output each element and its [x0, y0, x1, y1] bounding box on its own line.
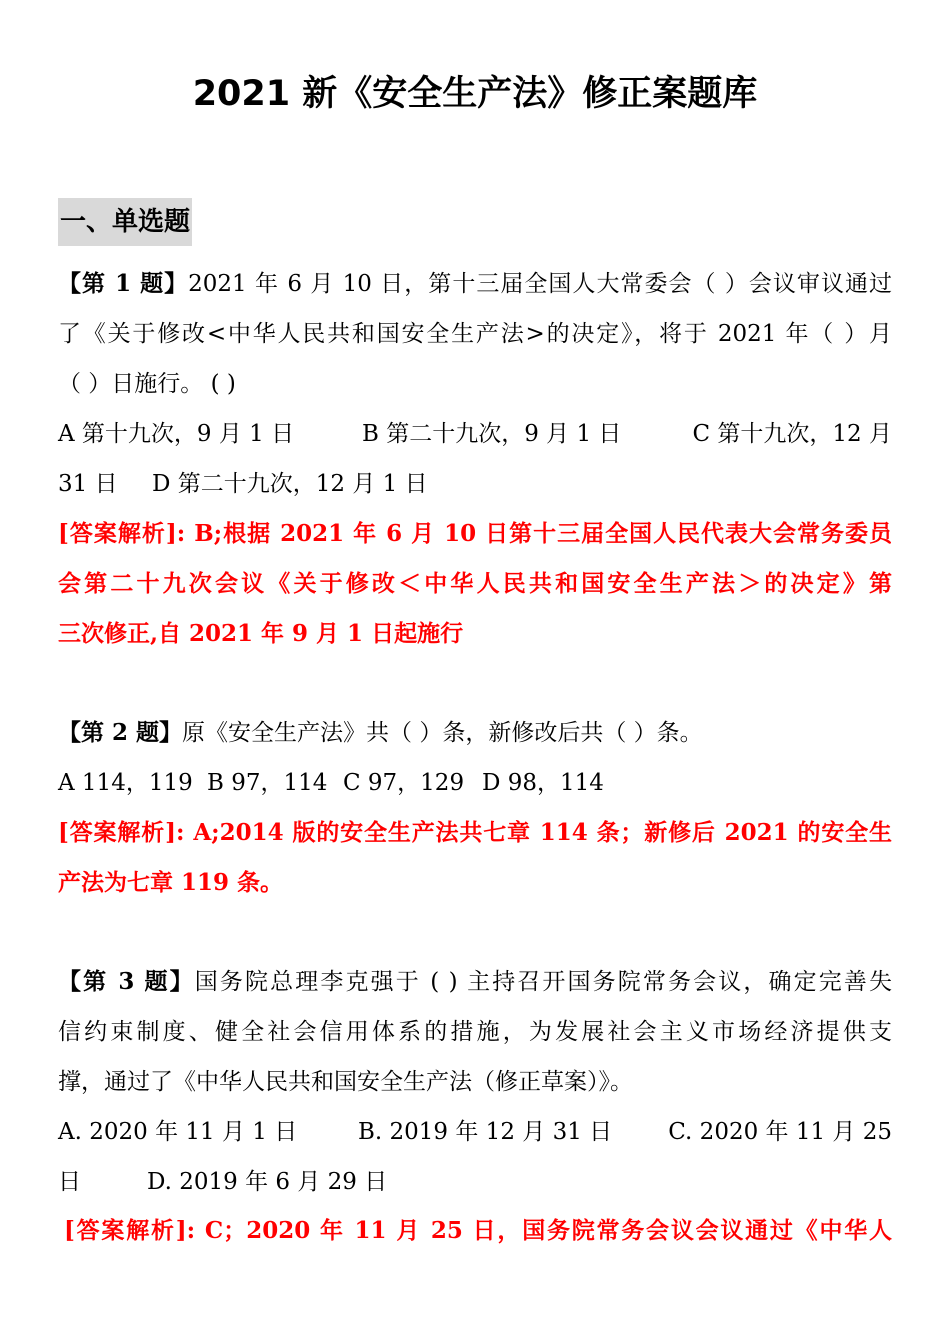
question-2-option-a: A 114，119 [58, 770, 193, 796]
answer-label: [答案解析]: [58, 819, 185, 846]
question-3-stem-1: 国务院总理李克强于 ( ) 主持召开国务院常务会议，确定完善失 [194, 969, 892, 995]
question-2-option-b: B 97，114 [207, 770, 328, 796]
document-title: 2021 新《安全生产法》修正案题库 [192, 74, 758, 114]
question-1-option-c-cont: 31 日 [58, 471, 118, 497]
question-3-option-b: B. 2019 年 12 月 31 日 [358, 1119, 613, 1145]
question-1-option-c: C 第十九次，12 月 [692, 421, 892, 447]
answer-label: [答案解析]: [64, 1217, 196, 1244]
question-3-answer-1 [64, 1206, 892, 1256]
question-1-answer-text-1: B;根据 2021 年 6 月 10 日第十三届全国人民代表大会常务委员 [194, 520, 892, 547]
question-1-answer-1 [58, 509, 892, 559]
question-1-option-b: B 第二十九次，9 月 1 日 [362, 421, 622, 447]
question-3-label: 【第 3 题】 [58, 968, 195, 995]
question-1-line-1 [58, 259, 892, 309]
question-3-stem-3: 撑，通过了《中华人民共和国安全生产法（修正草案）》。 [58, 1069, 633, 1095]
question-3-option-c: C. 2020 年 11 月 25 [668, 1119, 892, 1145]
question-2-answer-1 [58, 808, 892, 858]
question-3-option-d: D. 2019 年 6 月 29 日 [147, 1169, 388, 1195]
question-3-answer-text-1: C；2020 年 11 月 25 日，国务院常务会议会议通过《中华人 [204, 1217, 892, 1244]
question-1-stem-3: （ ）日施行。 ( ) [58, 371, 236, 397]
question-2-option-d: D 98，114 [482, 770, 604, 796]
question-1-stem-1: 2021 年 6 月 10 日，第十三届全国人大常委会（ ）会议审议通过 [188, 271, 892, 297]
question-2-label: 【第 2 题】 [58, 719, 183, 746]
question-2-stem-1: 原《安全生产法》共（ ）条，新修改后共（ ）条。 [182, 720, 703, 746]
question-3-stem-2: 信约束制度、健全社会信用体系的措施，为发展社会主义市场经济提供支 [58, 1019, 892, 1045]
question-1-answer-3: 三次修正,自 2021 年 9 月 1 日起施行 [58, 620, 464, 647]
question-1-option-d: D 第二十九次，12 月 1 日 [152, 471, 428, 497]
question-1-answer-2: 会第二十九次会议《关于修改＜中华人民共和国安全生产法＞的决定》第 [58, 570, 892, 597]
question-1-stem-2: 了《关于修改<中华人民共和国安全生产法>的决定》，将于 2021 年（ ）月 [58, 321, 892, 347]
question-2-answer-text-1: A;2014 版的安全生产法共七章 114 条；新修后 2021 的安全生 [193, 819, 892, 846]
section-heading: 一、单选题 [58, 198, 192, 246]
question-1-option-a: A 第十九次，9 月 1 日 [58, 421, 295, 447]
question-2-option-c: C 97，129 [343, 770, 465, 796]
question-3-line-1 [58, 957, 892, 1007]
question-2-line-1 [58, 708, 892, 758]
answer-label: [答案解析]: [58, 520, 186, 547]
question-3-option-a: A. 2020 年 11 月 1 日 [58, 1119, 298, 1145]
question-3-option-c-cont: 日 [58, 1169, 81, 1195]
question-1-label: 【第 1 题】 [58, 270, 189, 297]
question-2-answer-2: 产法为七章 119 条。 [58, 869, 284, 896]
